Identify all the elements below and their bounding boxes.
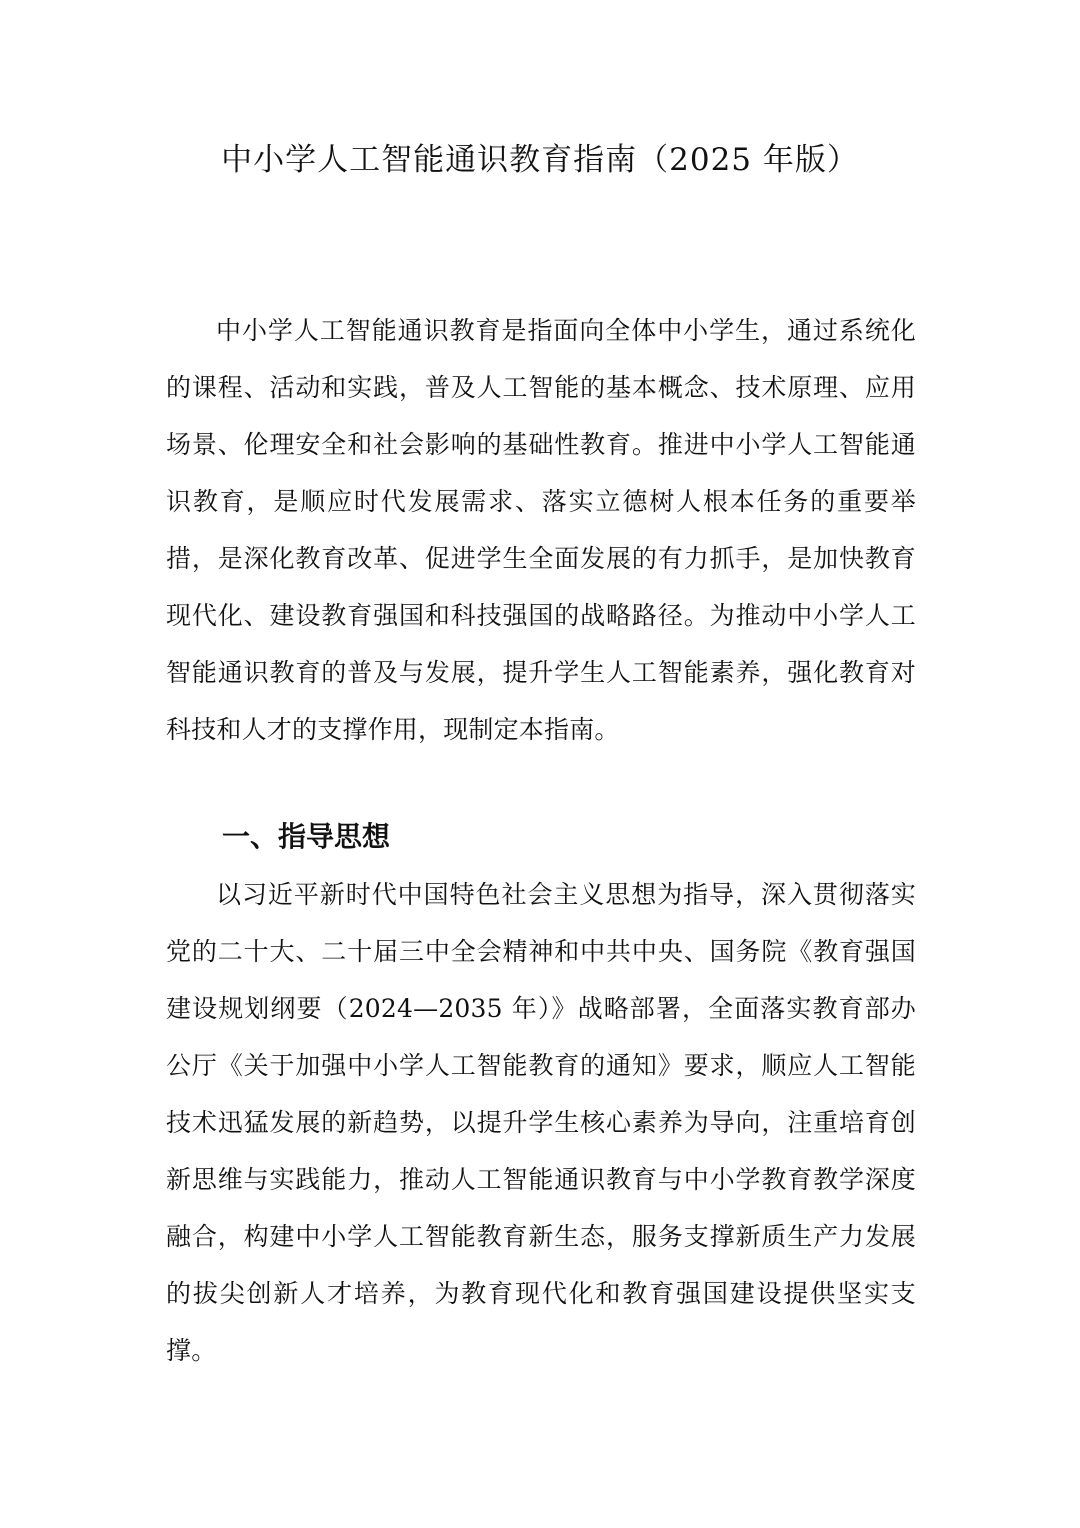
section-heading-guiding-ideology: 一、指导思想 xyxy=(222,820,391,853)
guiding-ideology-paragraph: 以习近平新时代中国特色社会主义思想为指导，深入贯彻落实党的二十大、二十届三中全会精神和中共中央、国务院《教育强国建设规划纲要（2024—2035 年）》战略部署，全面落实教育部办公厅《关于加强中小学人工智能教育的通知》要求，顺应人工智能技术迅猛发展的新趋势，以提升学生核心素养为导向，注重培育创新思维与实践能力，推动人工智能通识教育与中小学教育教学深度融合，构建中小学人工智能教育新生态，服务支撑新质生产力发展的拔尖创新人才培养，为教育现代化和教育强国建设提供坚实支撑。 xyxy=(166,880,916,1365)
document-title: 中小学人工智能通识教育指南（2025 年版） xyxy=(221,142,859,178)
intro-paragraph: 中小学人工智能通识教育是指面向全体中小学生，通过系统化的课程、活动和实践，普及人工智能的基本概念、技术原理、应用场景、伦理安全和社会影响的基础性教育。推进中小学人工智能通识教育，是顺应时代发展需求、落实立德树人根本任务的重要举措，是深化教育改革、促进学生全面发展的有力抓手，是加快教育现代化、建设教育强国和科技强国的战略路径。为推动中小学人工智能通识教育的普及与发展，提升学生人工智能素养，强化教育对科技和人才的支撑作用，现制定本指南。 xyxy=(166,316,916,744)
